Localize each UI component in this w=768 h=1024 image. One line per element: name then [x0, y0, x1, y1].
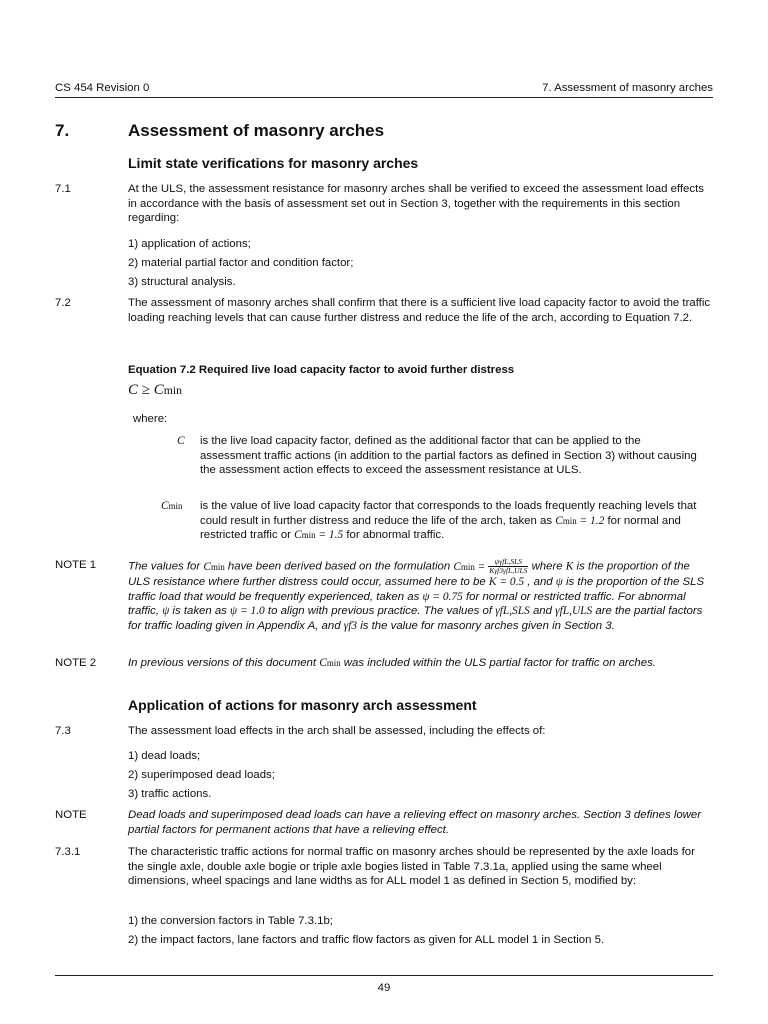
note-1-label: NOTE 1 [55, 559, 97, 571]
clause-7-1-list [128, 235, 353, 292]
clause-7-2-text: The assessment of masonry arches shall confirm that there is a sufficient live load capacity factor to avoid the traffic loading reaching levels that can cause further distress and reduce the life of the arch, according to Equation 7.2. [128, 297, 711, 324]
formula-main: C ≥ C [128, 382, 164, 398]
page-number: 49 [377, 982, 391, 994]
symbol-cmin: Cmin [161, 500, 183, 512]
chapter-number: 7. [55, 121, 70, 140]
clause-7-3-text: The assessment load effects in the arch shall be assessed, including the effects of: [128, 725, 546, 737]
cmin-value-abnormal: Cmin = 1.5 [294, 529, 344, 542]
clause-7-3-1-list [128, 912, 604, 950]
clause-7-3-1-text: The characteristic traffic actions for normal traffic on masonry arches should be represented by the axle loads for the single axle, double axle bogie or triple axle bogies listed in Table 7.3.1a, applied using the same wheel dimensions, wheel spacings and lane widths as for ALL model 1 as defined in Section 5, modified by: [128, 846, 695, 888]
clause-number-7-1: 7.1 [55, 183, 71, 195]
list-item: 1) dead loads; [128, 750, 201, 762]
cmin-value-normal: Cmin = 1.2 [555, 514, 605, 527]
clause-number-7-3-1: 7.3.1 [55, 846, 81, 858]
note-1-text: The values for Cmin have been derived based on the formulation Cmin = $\frac{\text{ψγfL,SLS}}{\text{Kγf3γfL,ULS}}$ where K is the proportion of the ULS resistance where further distress could occur, assumed here to be K = 0.5 , and ψ is the proportion of the SLS traffic load that would be frequently experienced, taken as ψ = 0.75 for normal or restricted traffic. For abnormal traffic, ψ is taken as ψ = 1.0 to align with previous practice. The values of γfL,SLS and γfL,ULS are the partial factors for traffic loading given in Appendix A, and γf3 is the value for masonry arches given in Section 3. [128, 557, 705, 632]
definition-cmin: is the value of live load capacity factor that corresponds to the loads frequently reaching levels that could result in further distress and reduce the life of the arch, taken as Cmin = 1.2 for normal and restricted traffic or Cmin = 1.5 for abnormal traffic. [200, 500, 697, 542]
note-text: Dead loads and superimposed dead loads can have a relieving effect on masonry arches. Section 3 defines lower partial factors for permanent actions that have a relieving effect. [128, 809, 702, 836]
formula-subscript: min [163, 384, 182, 397]
equation-formula [128, 383, 182, 399]
list-item: 2) superimposed dead loads; [128, 769, 275, 781]
note-2-text: In previous versions of this document Cmin was included within the ULS partial factor for traffic on arches. [128, 657, 656, 669]
header-rule [55, 97, 713, 98]
chapter-title: Assessment of masonry arches [128, 121, 385, 140]
header-doc-ref: CS 454 Revision 0 [55, 82, 150, 94]
clause-7-3-list [128, 747, 275, 804]
equation-caption: Equation 7.2 Required live load capacity factor to avoid further distress [128, 364, 515, 376]
list-item: 3) traffic actions. [128, 788, 212, 800]
list-item: 1) the conversion factors in Table 7.3.1b; [128, 915, 333, 927]
list-item: 3) structural analysis. [128, 276, 236, 288]
list-item: 2) the impact factors, lane factors and traffic flow factors as given for ALL model 1 in Section 5. [128, 934, 605, 946]
section-heading-limit-state: Limit state verifications for masonry arches [128, 155, 419, 171]
list-item: 2) material partial factor and condition factor; [128, 257, 354, 269]
clause-number-7-3: 7.3 [55, 725, 71, 737]
list-item: 1) application of actions; [128, 238, 251, 250]
section-heading-application-of-actions: Application of actions for masonry arch assessment [128, 697, 477, 713]
header-section-title: 7. Assessment of masonry arches [542, 82, 713, 94]
footer-rule [55, 975, 713, 976]
clause-number-7-2: 7.2 [55, 297, 71, 309]
symbol-c: C [177, 435, 185, 447]
formulation-fraction: $\frac{\text{ψγfL,SLS}}{\text{Kγf3γfL,ULS}}$ [489, 557, 528, 575]
note-2-label: NOTE 2 [55, 657, 97, 669]
where-label: where: [133, 413, 168, 425]
clause-7-1-text: At the ULS, the assessment resistance for masonry arches shall be verified to exceed the assessment load effects in accordance with the basis of assessment set out in Section 3, together with the requirements in this section regarding: [128, 183, 704, 225]
definition-c: is the live load capacity factor, defined as the additional factor that can be applied to the assessment traffic actions (in addition to the partial factors as defined in Section 3) without causing the assessment action effects to exceed the assessment resistance at ULS. [200, 435, 697, 477]
note-label: NOTE [55, 809, 87, 821]
